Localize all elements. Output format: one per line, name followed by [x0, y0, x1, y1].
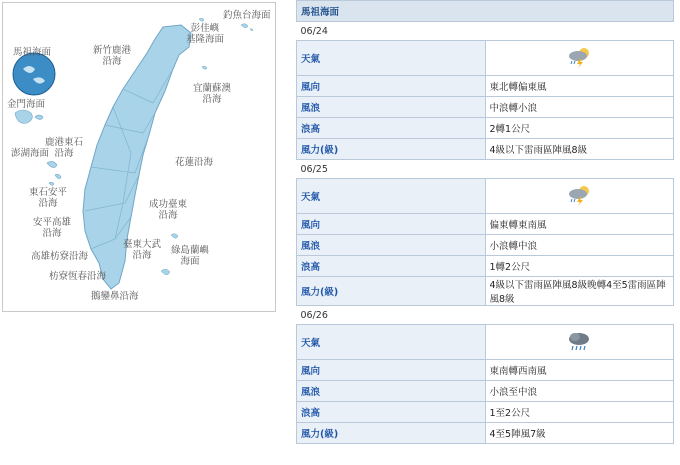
wave-height-row	[297, 118, 674, 139]
forecast-date: 06/25	[297, 160, 674, 179]
wind-direction-label: 風向	[297, 360, 486, 381]
wave-height-label: 浪高	[297, 402, 486, 423]
forecast-header-row	[297, 1, 674, 22]
wind-direction-value: 東南轉西南風	[485, 360, 674, 381]
label-eluanbi-coast[interactable]: 鵝鑾鼻沿海	[91, 291, 139, 302]
kinmen-island[interactable]	[15, 110, 43, 123]
lanyu-island[interactable]	[161, 269, 170, 275]
forecast-date: 06/26	[297, 306, 674, 325]
wave-height-value: 1轉2公尺	[485, 256, 674, 277]
wind-force-row	[297, 139, 674, 160]
wave-row	[297, 97, 674, 118]
label-penghu-sea[interactable]: 澎湖海面	[11, 148, 50, 159]
label-lukang-coast[interactable]: 鹿港東石 沿海	[45, 137, 84, 159]
wind-direction-label: 風向	[297, 76, 486, 97]
label-hualien-coast[interactable]: 花蓮沿海	[175, 157, 214, 168]
wind-force-value: 4級以下雷雨區陣風8級晚轉4至5雷雨區陣風8級	[485, 277, 674, 306]
weather-row	[297, 179, 674, 214]
label-kinmen-sea[interactable]: 金門海面	[7, 99, 46, 110]
label-diaoyutai-sea[interactable]: 釣魚台海面	[223, 10, 271, 21]
wind-direction-row	[297, 214, 674, 235]
label-taitung-coast[interactable]: 臺東大武 沿海	[123, 239, 162, 261]
sea-area-map	[2, 2, 276, 312]
wave-label: 風浪	[297, 97, 486, 118]
label-fangliao-coast[interactable]: 枋寮恆春沿海	[49, 271, 107, 282]
wind-direction-row	[297, 360, 674, 381]
rain-cloud-icon	[566, 330, 592, 352]
diaoyutai-islands[interactable]	[241, 24, 253, 31]
wave-height-value: 1至2公尺	[485, 402, 674, 423]
weather-label: 天氣	[297, 41, 486, 76]
forecast-date-row	[297, 306, 674, 325]
wind-force-row	[297, 277, 674, 306]
wave-value: 小浪至中浪	[485, 381, 674, 402]
weather-row	[297, 41, 674, 76]
wave-height-row	[297, 402, 674, 423]
matsu-area-highlight[interactable]	[13, 53, 55, 95]
wind-force-label: 風力(級)	[297, 277, 486, 306]
weather-icon-cell	[485, 325, 674, 360]
wave-row	[297, 235, 674, 256]
forecast-date-row	[297, 22, 674, 41]
wind-direction-label: 風向	[297, 214, 486, 235]
forecast-date: 06/24	[297, 22, 674, 41]
label-chenggong-coast[interactable]: 成功臺東 沿海	[149, 199, 188, 221]
penghu-islands[interactable]	[47, 161, 61, 185]
label-dongshi-coast[interactable]: 東石安平 沿海	[29, 187, 68, 209]
label-anping-coast[interactable]: 安平高雄 沿海	[33, 217, 72, 239]
guishan-island	[202, 66, 207, 69]
wind-direction-row	[297, 76, 674, 97]
label-kaohsiung-coast[interactable]: 高雄枋寮沿海	[31, 251, 89, 262]
wave-height-label: 浪高	[297, 256, 486, 277]
label-matsu-sea[interactable]: 馬祖海面	[13, 47, 52, 58]
wave-height-row	[297, 256, 674, 277]
wind-direction-value: 東北轉偏東風	[485, 76, 674, 97]
label-hsinchu-coast[interactable]: 新竹鹿港 沿海	[93, 45, 132, 67]
weather-icon-cell	[485, 41, 674, 76]
weather-row	[297, 325, 674, 360]
wave-value: 中浪轉小浪	[485, 97, 674, 118]
thunderstorm-cloud-icon	[566, 184, 592, 206]
label-greenlanyu-sea[interactable]: 綠島蘭嶼 海面	[171, 245, 210, 267]
label-yilan-coast[interactable]: 宜蘭蘇澳 沿海	[193, 83, 232, 105]
wind-force-label: 風力(級)	[297, 139, 486, 160]
wind-force-row	[297, 423, 674, 444]
weather-icon-cell	[485, 179, 674, 214]
green-island[interactable]	[171, 234, 178, 239]
forecast-date-row	[297, 160, 674, 179]
wind-force-label: 風力(級)	[297, 423, 486, 444]
pengjia-islet[interactable]	[199, 18, 204, 21]
wave-height-value: 2轉1公尺	[485, 118, 674, 139]
weather-label: 天氣	[297, 179, 486, 214]
wind-force-value: 4至5陣風7級	[485, 423, 674, 444]
wind-force-value: 4級以下雷雨區陣風8級	[485, 139, 674, 160]
forecast-area-title: 馬祖海面	[297, 1, 674, 22]
wave-height-label: 浪高	[297, 118, 486, 139]
wave-label: 風浪	[297, 235, 486, 256]
wave-value: 小浪轉中浪	[485, 235, 674, 256]
wave-label: 風浪	[297, 381, 486, 402]
weather-label: 天氣	[297, 325, 486, 360]
thunderstorm-cloud-icon	[566, 46, 592, 68]
label-pengjia-sea[interactable]: 彭佳嶼 基隆海面	[186, 23, 225, 45]
marine-forecast-table	[296, 0, 674, 444]
wave-row	[297, 381, 674, 402]
wind-direction-value: 偏東轉東南風	[485, 214, 674, 235]
